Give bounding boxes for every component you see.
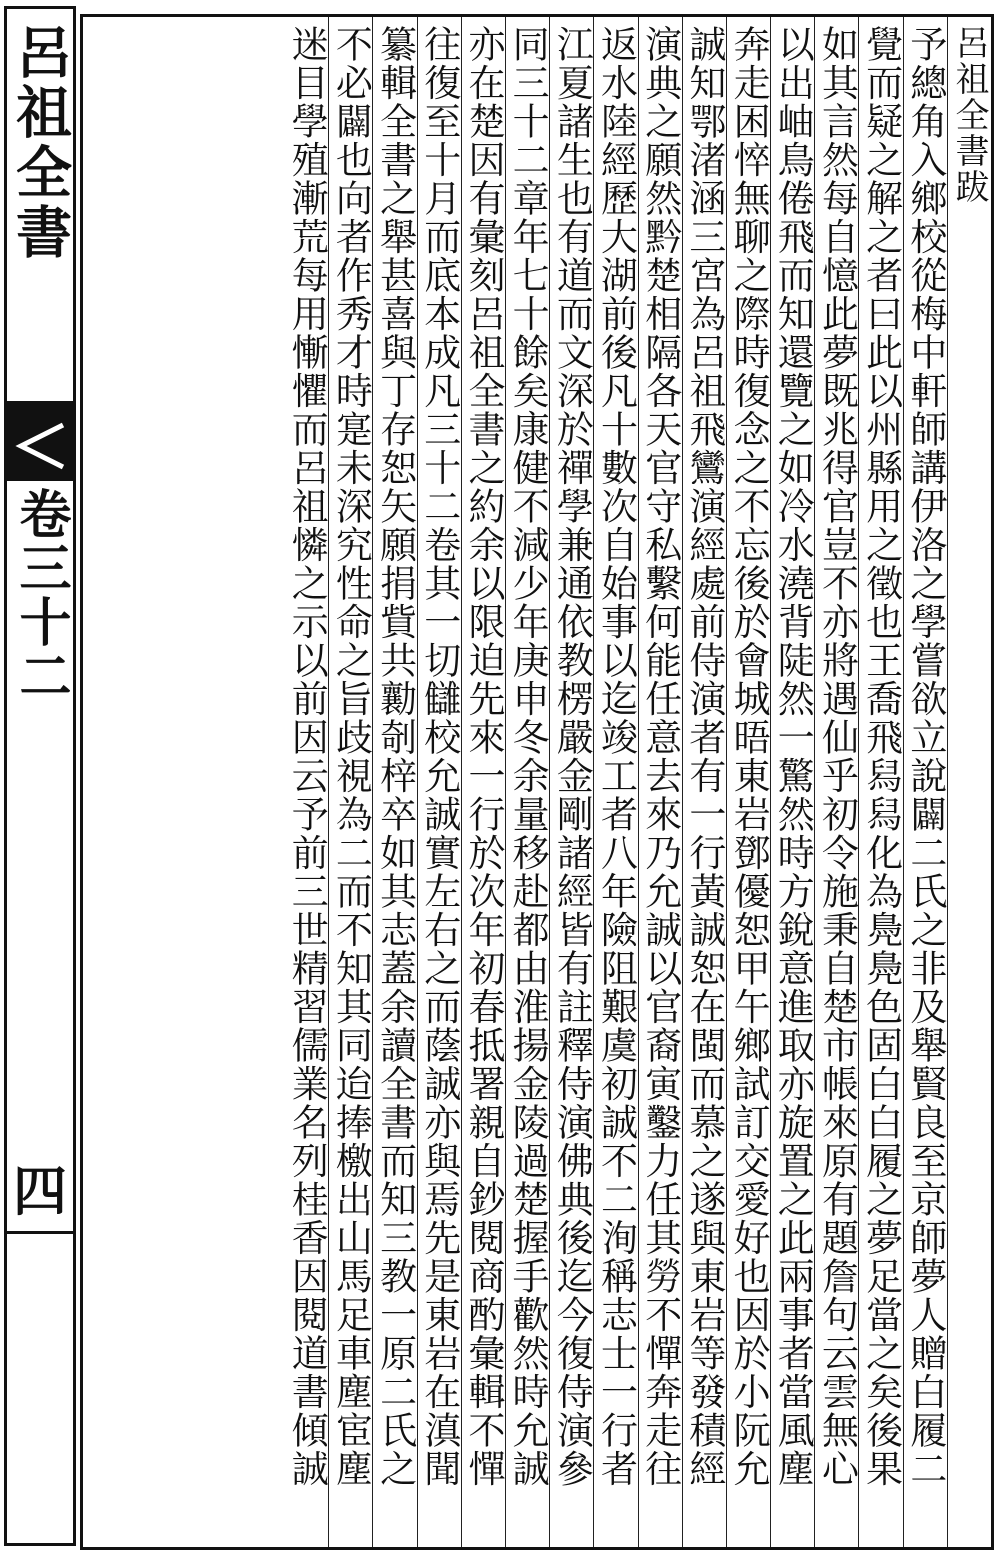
- text-column: 不必闢也向者作秀才時寔未深究性命之旨歧視為二而不知其同迨捧檄出山馬足車塵宦塵: [328, 17, 372, 1547]
- text-column: 以出岫鳥倦飛而知還覽之如冷水澆背陡然一驚然時方銳意進取亦旋置之此兩事者當風塵: [770, 17, 814, 1547]
- text-column: 迷目學殖漸荒每用慚懼而呂祖憐之示以前因云予前三世精習儒業名列桂香因閱道書傾誠: [285, 25, 329, 1488]
- text-column: 如其言然每自憶此夢既兆得官豈不亦將遇仙乎初令施秉自楚市帳來原有題詹句云雲無心: [814, 17, 858, 1547]
- text-column: 奔走困悴無聊之際時復念之不忘後於會城晤東岩鄧優恕甲午鄉試訂交愛好也因於小阮允: [726, 17, 770, 1547]
- text-column: 纂輯全書之舉甚喜與丁存恕矢願捐貲共勷剞梓卒如其志蓋余讀全書而知三教一原二氏之: [372, 17, 416, 1547]
- heading-column: 呂祖全書跋: [947, 17, 991, 1547]
- text-column: 演典之願然黔楚相隔各天官守私繫何能任意去來乃允誠以官裔寅鑿力任其勞不憚奔走往: [638, 17, 682, 1547]
- text-column: 誠知鄂渚涵三宮為呂祖飛鸞演經處前侍演者有一行黃誠恕在閩而慕之遂與東岩等發積經: [682, 17, 726, 1547]
- margin-strip: [4, 6, 76, 1546]
- page-number: 四: [13, 1159, 67, 1223]
- fishtail-notch-icon: [13, 419, 67, 473]
- text-column: 返水陸經歷大湖前後凡十數次自始事以迄竣工者八年險阻艱虞初誠不二洵稱志士一行者: [593, 17, 637, 1547]
- text-column: 亦在楚因有彙刻呂祖全書之約余以限迫先來一行於次年初春抵署親自鈔閱商酌彙輯不憚: [461, 17, 505, 1547]
- book-title: 呂祖全書: [7, 23, 73, 263]
- text-column: 予總角入鄉校從梅中軒師講伊洛之學嘗欲立說闢二氏之非及舉賢良至京師夢人贈白履二: [903, 17, 947, 1547]
- text-frame: [80, 14, 994, 1550]
- text-column: 江夏諸生也有道而文深於禪學兼通依教楞嚴金剛諸經皆有註釋侍演佛典後迄今復侍演參: [549, 17, 593, 1547]
- text-column: 同三十二章年七十餘矣康健不減少年庚申冬余量移赴都由淮揚金陵過楚握手歡然時允誠: [505, 17, 549, 1547]
- volume-label: 卷三十二: [10, 487, 71, 703]
- text-column: 往復至十月而底本成凡三十二卷其一切讎校允誠實左右之而蔭誠亦與焉先是東岩在滇聞: [417, 17, 461, 1547]
- margin-rule: [7, 1231, 73, 1234]
- text-column: 覺而疑之解之者曰此以州縣用之徵也王喬飛舄舄化為鳧鳧色固白白履之夢足當之矣後果: [858, 17, 902, 1547]
- text-columns: [284, 17, 991, 1547]
